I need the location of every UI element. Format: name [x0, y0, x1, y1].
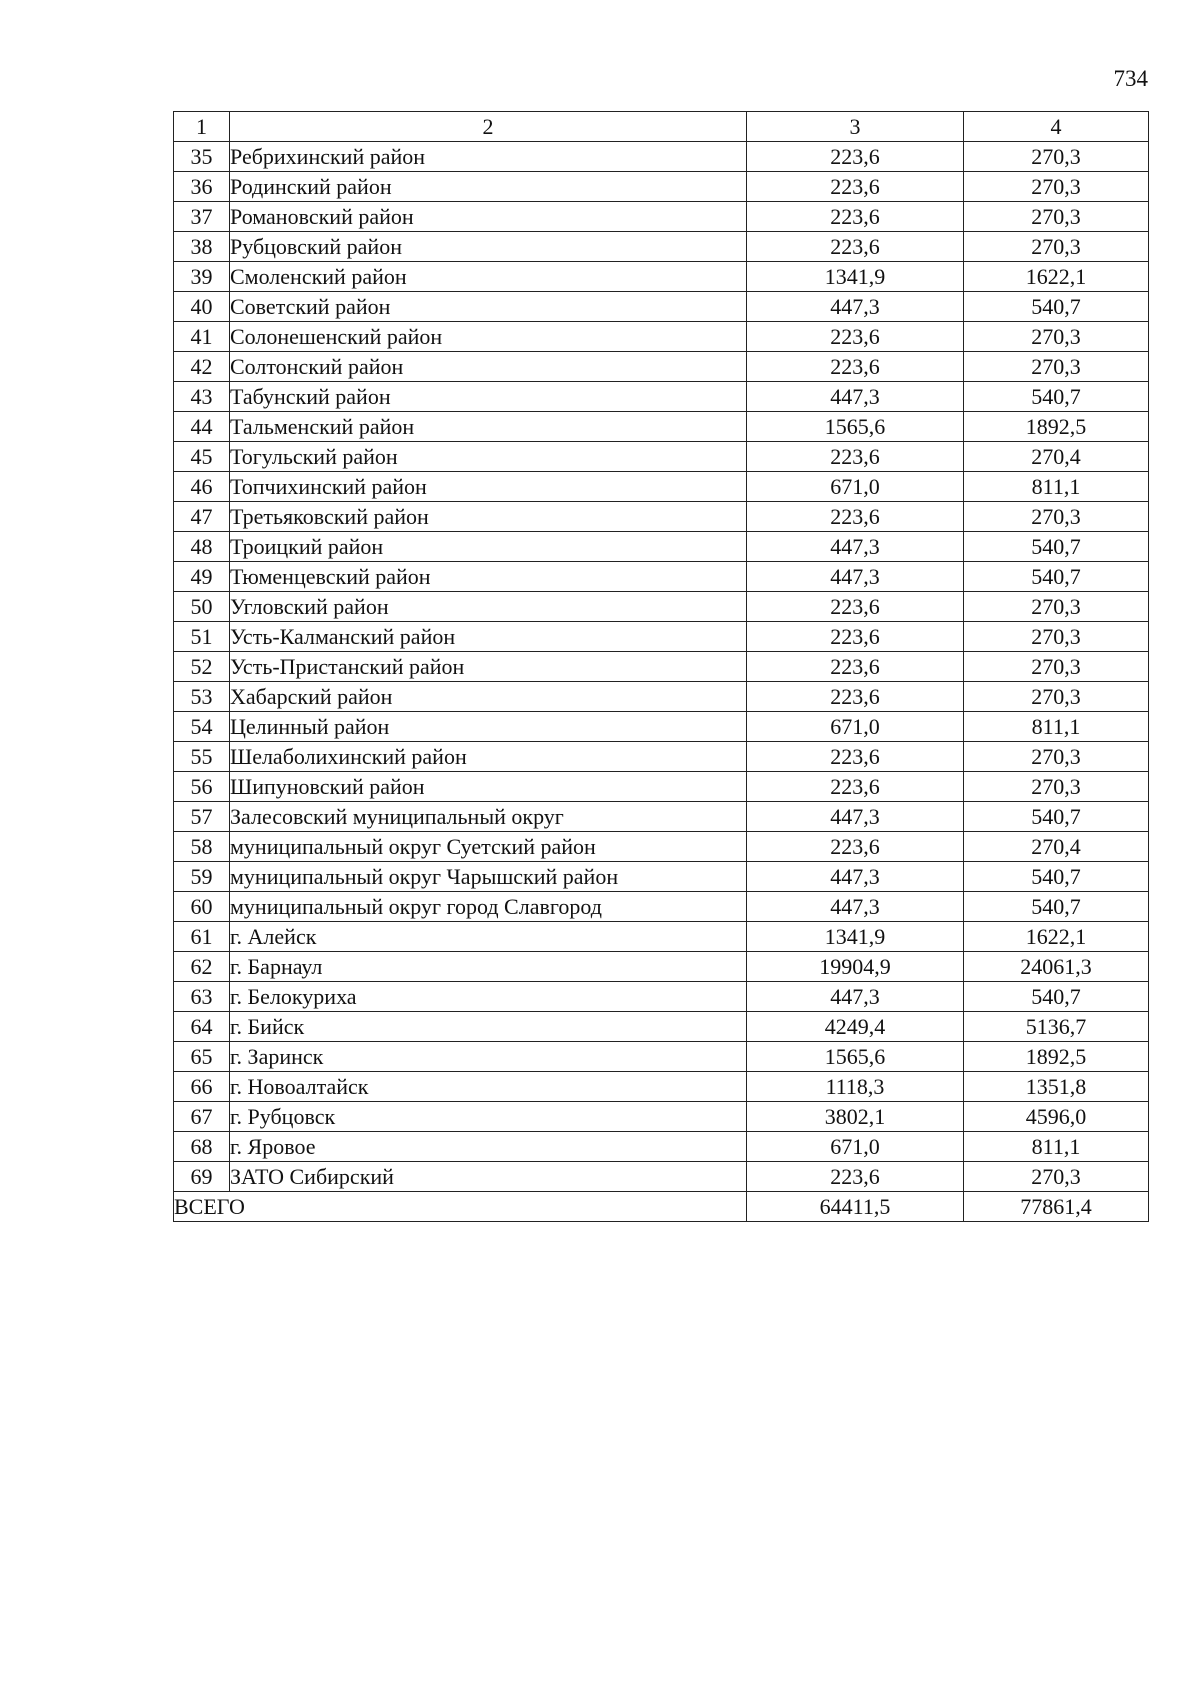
header-col-2: 2 — [230, 112, 747, 142]
value-col-4: 270,3 — [964, 682, 1149, 712]
table-row — [174, 592, 1149, 622]
value-col-4: 811,1 — [964, 472, 1149, 502]
table-row — [174, 472, 1149, 502]
row-number: 51 — [174, 622, 230, 652]
row-number: 65 — [174, 1042, 230, 1072]
table-row — [174, 1162, 1149, 1192]
municipality-name: Усть-Пристанский район — [230, 652, 747, 682]
total-value-col-4: 77861,4 — [964, 1192, 1149, 1222]
table-row — [174, 292, 1149, 322]
municipality-name: г. Яровое — [230, 1132, 747, 1162]
value-col-3: 19904,9 — [747, 952, 964, 982]
table-body — [174, 112, 1149, 1222]
table-row — [174, 1132, 1149, 1162]
value-col-3: 3802,1 — [747, 1102, 964, 1132]
row-number: 36 — [174, 172, 230, 202]
table-row — [174, 562, 1149, 592]
municipality-name: Рубцовский район — [230, 232, 747, 262]
value-col-4: 4596,0 — [964, 1102, 1149, 1132]
municipality-name: Шелаболихинский район — [230, 742, 747, 772]
value-col-4: 540,7 — [964, 862, 1149, 892]
table-row — [174, 202, 1149, 232]
header-col-3: 3 — [747, 112, 964, 142]
table-row — [174, 412, 1149, 442]
municipality-name: Солтонский район — [230, 352, 747, 382]
table-row — [174, 952, 1149, 982]
value-col-3: 223,6 — [747, 682, 964, 712]
value-col-4: 270,4 — [964, 442, 1149, 472]
value-col-3: 1565,6 — [747, 412, 964, 442]
table-row — [174, 682, 1149, 712]
municipality-name: Целинный район — [230, 712, 747, 742]
value-col-3: 447,3 — [747, 982, 964, 1012]
municipality-name: ЗАТО Сибирский — [230, 1162, 747, 1192]
value-col-4: 540,7 — [964, 532, 1149, 562]
value-col-3: 671,0 — [747, 1132, 964, 1162]
value-col-3: 1565,6 — [747, 1042, 964, 1072]
municipality-name: г. Барнаул — [230, 952, 747, 982]
total-value-col-3: 64411,5 — [747, 1192, 964, 1222]
table-header-row — [174, 112, 1149, 142]
row-number: 47 — [174, 502, 230, 532]
value-col-4: 270,3 — [964, 232, 1149, 262]
row-number: 54 — [174, 712, 230, 742]
value-col-4: 270,3 — [964, 352, 1149, 382]
value-col-4: 270,3 — [964, 622, 1149, 652]
value-col-3: 1118,3 — [747, 1072, 964, 1102]
row-number: 50 — [174, 592, 230, 622]
value-col-4: 540,7 — [964, 292, 1149, 322]
value-col-3: 223,6 — [747, 1162, 964, 1192]
row-number: 41 — [174, 322, 230, 352]
municipality-name: г. Алейск — [230, 922, 747, 952]
value-col-4: 540,7 — [964, 892, 1149, 922]
value-col-3: 223,6 — [747, 172, 964, 202]
municipality-name: Тальменский район — [230, 412, 747, 442]
table-row — [174, 442, 1149, 472]
row-number: 38 — [174, 232, 230, 262]
value-col-4: 270,3 — [964, 742, 1149, 772]
row-number: 53 — [174, 682, 230, 712]
table-row — [174, 232, 1149, 262]
value-col-3: 223,6 — [747, 322, 964, 352]
municipality-name: г. Заринск — [230, 1042, 747, 1072]
row-number: 56 — [174, 772, 230, 802]
value-col-4: 540,7 — [964, 562, 1149, 592]
value-col-3: 447,3 — [747, 382, 964, 412]
value-col-4: 1892,5 — [964, 1042, 1149, 1072]
table-row — [174, 172, 1149, 202]
municipality-name: Табунский район — [230, 382, 747, 412]
header-col-4: 4 — [964, 112, 1149, 142]
municipality-name: Хабарский район — [230, 682, 747, 712]
table-row — [174, 772, 1149, 802]
municipality-name: г. Рубцовск — [230, 1102, 747, 1132]
value-col-3: 671,0 — [747, 472, 964, 502]
table-row — [174, 832, 1149, 862]
row-number: 55 — [174, 742, 230, 772]
value-col-4: 5136,7 — [964, 1012, 1149, 1042]
value-col-3: 671,0 — [747, 712, 964, 742]
value-col-3: 447,3 — [747, 292, 964, 322]
value-col-4: 540,7 — [964, 982, 1149, 1012]
table-row — [174, 502, 1149, 532]
value-col-3: 223,6 — [747, 142, 964, 172]
value-col-4: 270,3 — [964, 772, 1149, 802]
table-row — [174, 1042, 1149, 1072]
row-number: 49 — [174, 562, 230, 592]
total-label: ВСЕГО — [174, 1192, 747, 1222]
table-row — [174, 532, 1149, 562]
row-number: 61 — [174, 922, 230, 952]
total-row — [174, 1192, 1149, 1222]
municipality-name: Солонешенский район — [230, 322, 747, 352]
value-col-4: 811,1 — [964, 1132, 1149, 1162]
municipality-name: Смоленский район — [230, 262, 747, 292]
value-col-3: 447,3 — [747, 892, 964, 922]
row-number: 37 — [174, 202, 230, 232]
municipality-name: Усть-Калманский район — [230, 622, 747, 652]
table-row — [174, 262, 1149, 292]
value-col-3: 223,6 — [747, 592, 964, 622]
row-number: 69 — [174, 1162, 230, 1192]
row-number: 63 — [174, 982, 230, 1012]
header-col-1: 1 — [174, 112, 230, 142]
row-number: 39 — [174, 262, 230, 292]
table-row — [174, 892, 1149, 922]
table-row — [174, 982, 1149, 1012]
row-number: 57 — [174, 802, 230, 832]
row-number: 60 — [174, 892, 230, 922]
value-col-4: 1622,1 — [964, 922, 1149, 952]
table-row — [174, 142, 1149, 172]
value-col-3: 223,6 — [747, 232, 964, 262]
row-number: 58 — [174, 832, 230, 862]
value-col-3: 4249,4 — [747, 1012, 964, 1042]
table-row — [174, 922, 1149, 952]
value-col-3: 223,6 — [747, 202, 964, 232]
value-col-3: 447,3 — [747, 532, 964, 562]
municipality-name: Ребрихинский район — [230, 142, 747, 172]
row-number: 44 — [174, 412, 230, 442]
municipality-name: г. Белокуриха — [230, 982, 747, 1012]
value-col-4: 270,3 — [964, 592, 1149, 622]
value-col-4: 1351,8 — [964, 1072, 1149, 1102]
row-number: 43 — [174, 382, 230, 412]
value-col-3: 1341,9 — [747, 262, 964, 292]
municipality-name: г. Новоалтайск — [230, 1072, 747, 1102]
table-row — [174, 862, 1149, 892]
value-col-3: 447,3 — [747, 562, 964, 592]
table-row — [174, 652, 1149, 682]
value-col-3: 1341,9 — [747, 922, 964, 952]
value-col-4: 540,7 — [964, 382, 1149, 412]
municipality-name: Третьяковский район — [230, 502, 747, 532]
row-number: 48 — [174, 532, 230, 562]
value-col-4: 811,1 — [964, 712, 1149, 742]
value-col-4: 270,3 — [964, 502, 1149, 532]
row-number: 64 — [174, 1012, 230, 1042]
value-col-4: 270,4 — [964, 832, 1149, 862]
value-col-3: 223,6 — [747, 622, 964, 652]
municipality-name: Тогульский район — [230, 442, 747, 472]
municipality-name: Шипуновский район — [230, 772, 747, 802]
value-col-3: 223,6 — [747, 352, 964, 382]
row-number: 59 — [174, 862, 230, 892]
row-number: 68 — [174, 1132, 230, 1162]
table-row — [174, 352, 1149, 382]
table-row — [174, 712, 1149, 742]
municipality-name: Родинский район — [230, 172, 747, 202]
municipality-name: Троицкий район — [230, 532, 747, 562]
municipality-name: Топчихинский район — [230, 472, 747, 502]
row-number: 42 — [174, 352, 230, 382]
value-col-3: 223,6 — [747, 652, 964, 682]
value-col-3: 447,3 — [747, 802, 964, 832]
table-row — [174, 1012, 1149, 1042]
municipality-name: Советский район — [230, 292, 747, 322]
municipality-name: г. Бийск — [230, 1012, 747, 1042]
row-number: 35 — [174, 142, 230, 172]
row-number: 67 — [174, 1102, 230, 1132]
municipality-name: Угловский район — [230, 592, 747, 622]
value-col-4: 540,7 — [964, 802, 1149, 832]
value-col-4: 270,3 — [964, 172, 1149, 202]
value-col-3: 223,6 — [747, 772, 964, 802]
table-row — [174, 802, 1149, 832]
value-col-4: 270,3 — [964, 322, 1149, 352]
row-number: 52 — [174, 652, 230, 682]
value-col-3: 223,6 — [747, 832, 964, 862]
table-row — [174, 1072, 1149, 1102]
row-number: 45 — [174, 442, 230, 472]
table-row — [174, 1102, 1149, 1132]
table-row — [174, 622, 1149, 652]
value-col-4: 270,3 — [964, 142, 1149, 172]
value-col-3: 447,3 — [747, 862, 964, 892]
value-col-4: 270,3 — [964, 652, 1149, 682]
allocation-table — [173, 111, 1149, 1222]
table-row — [174, 742, 1149, 772]
municipality-name: Романовский район — [230, 202, 747, 232]
municipality-name: Тюменцевский район — [230, 562, 747, 592]
page-number: 734 — [1113, 66, 1148, 91]
row-number: 66 — [174, 1072, 230, 1102]
table-row — [174, 382, 1149, 412]
value-col-3: 223,6 — [747, 502, 964, 532]
value-col-4: 270,3 — [964, 1162, 1149, 1192]
value-col-4: 1622,1 — [964, 262, 1149, 292]
value-col-4: 24061,3 — [964, 952, 1149, 982]
value-col-4: 270,3 — [964, 202, 1149, 232]
value-col-3: 223,6 — [747, 742, 964, 772]
table-row — [174, 322, 1149, 352]
row-number: 40 — [174, 292, 230, 322]
value-col-4: 1892,5 — [964, 412, 1149, 442]
municipality-name: муниципальный округ Суетский район — [230, 832, 747, 862]
row-number: 46 — [174, 472, 230, 502]
row-number: 62 — [174, 952, 230, 982]
municipality-name: муниципальный округ Чарышский район — [230, 862, 747, 892]
municipality-name: Залесовский муниципальный округ — [230, 802, 747, 832]
value-col-3: 223,6 — [747, 442, 964, 472]
municipality-name: муниципальный округ город Славгород — [230, 892, 747, 922]
